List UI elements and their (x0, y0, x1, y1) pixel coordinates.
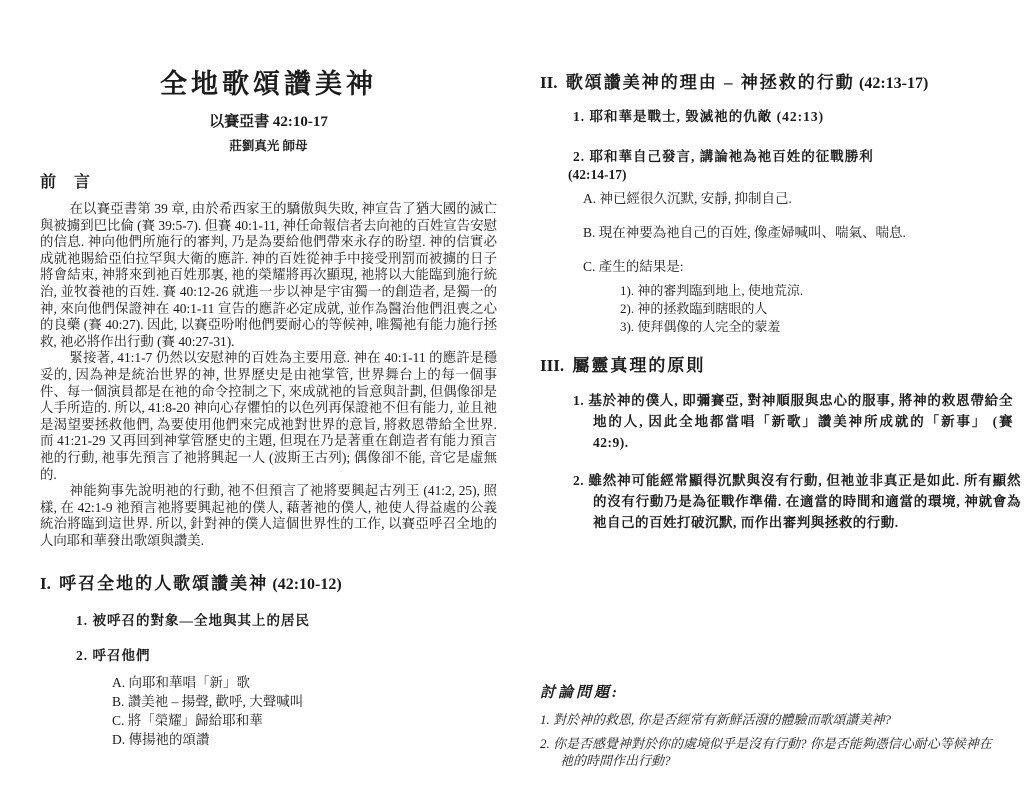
section-2-item-1: 1. 耶和華是戰士, 毀滅祂的仇敵 (42:13) (573, 109, 825, 124)
section-1-item-2: 2. 呼召他們 (76, 648, 151, 664)
section-1-ref: (42:10-12) (272, 576, 342, 594)
section-2-numeral: II. (540, 73, 558, 92)
section-2-sub-c-1: 1). 神的審判臨到地上, 使地荒涼. (620, 283, 804, 298)
discussion-question-2: 2. 你是否感覺神對於你的處境似乎是沒有行動? 你是否能夠憑信心耐心等候神在祂的時間作出行動? (540, 735, 992, 768)
preface-paragraph-1: 在以賽亞書第 39 章, 由於希西家王的驕傲與失敗, 神宣告了猶大國的滅亡與被擄到巴比倫 (賽 39:5-7). 但賽 40:1-11, 神任命報信者去向祂的百姓宣告安慰的信息. 神向他們所施行的審判, 乃是為要給他們帶來永存的盼望. 神的信實必成就祂賜給亞伯拉罕與大衛的應許. 神的百姓從神手中接受刑罰而被擄的日子將會結束, 神將來到祂百姓那裏, 祂的榮耀將再次顯現, 祂將以大能臨到施行統治, 並牧養祂的百姓. 賽 40:12-26 就進一步以神是宇宙獨一的創造者, 是獨一的神, 來向他們保證神在 40:1-11 宣告的應許必定成就, 並作為醫治他們沮喪之心的良藥 (賽 40:27). 因此, 以賽亞吩咐他們要耐心的等候神, 唯獨祂有能力施行拯救, 祂必將作出行動 (賽 40:27-31). (40, 201, 497, 349)
section-1-sub-c: C. 將「榮耀」歸給耶和華 (112, 713, 263, 729)
document-title: 全地歌頌讚美神 (160, 69, 377, 99)
preface-paragraph-2: 緊接著, 41:1-7 仍然以安慰神的百姓為主要用意. 神在 40:1-11 的應許是穩妥的, 因為神是統治世界的神, 世界歷史是由祂掌管, 世界舞台上的每一個事件、每一個演員都是在祂的命令控制之下, 來成就祂的旨意與計劃, 但偶像卻是人手所造的. 所以, 41:8-20 神向心存懼怕的以色列再保證祂不但有能力, 並且祂是渴望要拯救他們, 為要使用他們來完成祂對世界的意旨, 將救恩帶給全世界. 而 41:21-29 又再回到神掌管歷史的主題, 但現在乃是著重在創造者有能力預言祂的行動, 祂事先預言了祂將興起一人 (波斯王古列); 偶像卻不能, 音它是虛無的. (40, 350, 497, 482)
right-column (540, 68, 1021, 770)
discussion-heading: 討論問題: (540, 685, 620, 701)
section-1-title: 呼召全地的人歌頌讚美神 (59, 574, 269, 594)
section-2-sub-c-2: 2). 神的拯救臨到瞎眼的人 (620, 301, 768, 316)
section-2-title: 歌頌讚美神的理由 – 神拯救的行動 (565, 73, 855, 92)
section-1-sub-b: B. 讚美祂 – 揚聲, 歡呼, 大聲喊叫 (112, 694, 304, 710)
section-2-item-2: 2. 耶和華自己發言, 講論祂為祂百姓的征戰勝利 (573, 149, 874, 164)
section-2-sub-c: C. 產生的結果是: (583, 259, 684, 274)
section-3-heading (540, 351, 1006, 376)
section-1-heading (40, 569, 497, 594)
section-3-item-1: 1. 基於神的僕人, 即彌賽亞, 對神順服與忠心的服事, 將神的救恩帶給全地的人, 因此全地都當唱「新歌」讚美神所成就的「新事」 (賽 42:9). (573, 393, 1013, 450)
preface-heading: 前 言 (40, 174, 98, 191)
section-2-sub-b: B. 現在神要為祂自己的百姓, 像產婦喊叫、喘氣、喘息. (583, 225, 906, 240)
preface-paragraph-3: 神能夠事先說明祂的行動, 祂不但預言了祂將要興起古列王 (41:2, 25), 照樣, 在 42:1-9 祂預言祂將要興起祂的僕人, 藉著祂的僕人, 祂使人得益處的公義統治將臨到這世界. 所以, 針對神的僕人這個世界性的工作, 以賽亞呼召全地的人向耶和華發出歌頌與讚美. (40, 483, 497, 548)
section-3-title: 屬靈真理的原則 (572, 356, 706, 375)
discussion-question-1: 1. 對於神的救恩, 你是否經常有新鮮活潑的體驗而歌頌讚美神? (540, 712, 892, 727)
author-name: 莊劉真光 師母 (229, 139, 308, 153)
section-2-sub-c-3: 3). 使拜偶像的人完全的蒙羞 (620, 319, 781, 334)
section-2-heading (540, 68, 1006, 93)
section-3-numeral: III. (540, 356, 565, 375)
section-1-sub-a: A. 向耶和華唱「新」歌 (112, 675, 250, 691)
section-1-item-1: 1. 被呼召的對象—全地與其上的居民 (76, 613, 310, 629)
section-2-ref: (42:13-17) (858, 75, 929, 92)
left-column (40, 62, 497, 747)
section-2-sub-a: A. 神已經很久沉默, 安靜, 抑制自己. (583, 191, 792, 206)
section-2-item-2-ref: (42:14-17) (568, 167, 627, 182)
section-1-numeral: I. (40, 574, 51, 594)
section-3-item-2: 2. 雖然神可能經常顯得沉默與沒有行動, 但祂並非真正是如此. 所有顯然的沒有行動乃是為征戰作準備. 在適當的時間和適當的環境, 神就會為祂自己的百姓打破沉默, 而作出審判與拯救的行動. (573, 473, 1021, 530)
scripture-reference: 以賽亞書 42:10-17 (209, 114, 328, 130)
section-1-sub-d: D. 傳揚祂的頌讚 (112, 732, 210, 748)
